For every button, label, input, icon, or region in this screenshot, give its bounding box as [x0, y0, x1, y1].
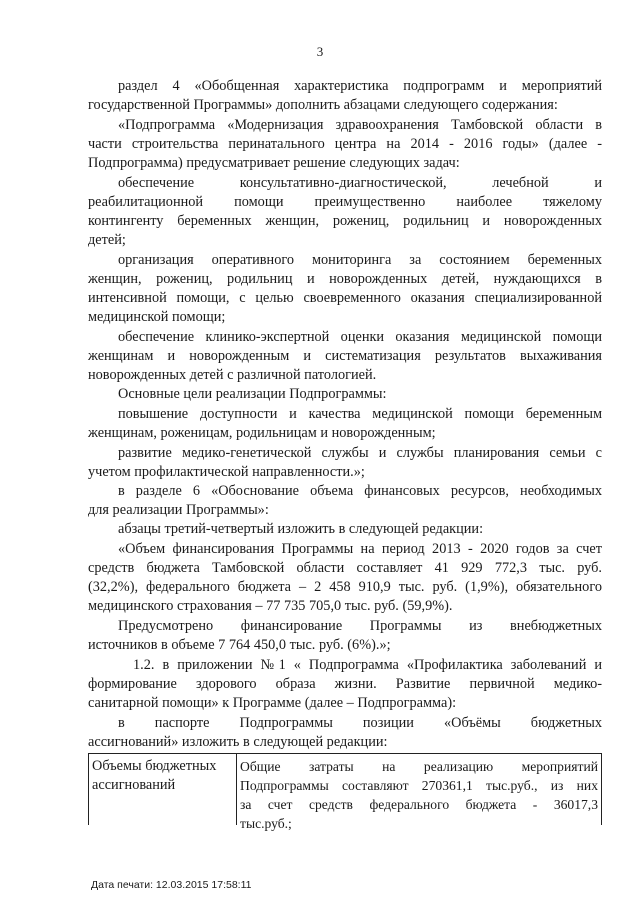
goal1-line-1: повышение доступности и качества медицинской помощи беременным [118, 406, 602, 422]
item-1-2-line-1: 1.2. в приложении №1 « Подпрограмма «Профилактика заболеваний и [133, 657, 602, 673]
section-intro-line-1: раздел 4 «Обобщенная характеристика подпрограмм и мероприятий [118, 78, 602, 94]
print-date-footer: Дата печати: 12.03.2015 17:58:11 [91, 879, 252, 891]
table-right-line-3: за счет средств федерального бюджета - 36017,3 [240, 797, 598, 812]
paragraphs-note: абзацы третий-четвертый изложить в следующей редакции: [118, 521, 484, 537]
task3-line-3: новорожденных детей с различной патологией. [88, 367, 377, 383]
task1-line-4: детей; [88, 232, 126, 248]
task1-line-2: реабилитационной помощи преимущественно наиболее тяжелому [88, 194, 602, 210]
section-intro-line-2: государственной Программы» дополнить абзацами следующего содержания: [88, 97, 558, 113]
section6-line-1: в разделе 6 «Обоснование объема финансовых ресурсов, необходимых [118, 483, 602, 499]
task2-line-3: интенсивной помощи, с целью своевременного оказания специализированной [88, 290, 602, 306]
funding-line-2: средств бюджета Тамбовской области составляет 41 929 772,3 тыс. руб. [88, 560, 602, 576]
task3-line-2: женщинам и новорожденным и систематизация результатов выхаживания [88, 348, 602, 364]
table-left-line-2: ассигнований [92, 777, 176, 793]
table-right-line-1: Общие затраты на реализацию мероприятий [240, 759, 598, 774]
section6-line-2: для реализации Программы»: [88, 502, 269, 518]
goal1-line-2: женщинам, роженицам, родильницам и новорожденным; [88, 425, 436, 441]
table-right-line-2: Подпрограммы составляют 270361,1 тыс.руб., из них [240, 778, 598, 793]
table-left-line-1: Объемы бюджетных [92, 758, 217, 774]
task1-line-1: обеспечение консультативно-диагностической, лечебной и [118, 175, 602, 191]
goal2-line-2: учетом профилактической направленности.»; [88, 464, 365, 480]
funding-line-3: (32,2%), федерального бюджета – 2 458 910,9 тыс. руб. (1,9%), обязательного [88, 579, 602, 595]
item-1-2-line-3: санитарной помощи» к Программе (далее – Подпрограмма): [88, 695, 457, 711]
passport-line-2: ассигнований» изложить в следующей редакции: [88, 734, 388, 750]
subprogram-intro-line-3: Подпрограмма) предусматривает решение следующих задач: [88, 155, 460, 171]
funding-line-1: «Объем финансирования Программы на период 2013 - 2020 годов за счет [118, 541, 602, 557]
table-right-line-4: тыс.руб.; [240, 816, 292, 831]
subprogram-intro-line-2: части строительства перинатального центра на 2014 - 2016 годы» (далее - [88, 136, 602, 152]
task1-line-3: контингенту беременных женщин, рожениц, родильниц и новорожденных [88, 213, 602, 229]
table-column-divider [236, 754, 237, 825]
task2-line-1: организация оперативного мониторинга за состоянием беременных [118, 252, 602, 268]
task3-line-1: обеспечение клинико-экспертной оценки оказания медицинской помощи [118, 329, 602, 345]
passport-line-1: в паспорте Подпрограммы позиции «Объёмы бюджетных [118, 715, 602, 731]
subprogram-intro-line-1: «Подпрограмма «Модернизация здравоохранения Тамбовской области в [118, 117, 602, 133]
goals-heading: Основные цели реализации Подпрограммы: [118, 386, 387, 402]
task2-line-2: женщин, рожениц, родильниц и новорожденных детей, нуждающихся в [88, 271, 602, 287]
task2-line-4: медицинской помощи; [88, 309, 226, 325]
page-number: 3 [316, 44, 324, 59]
extrabudget-line-2: источников в объеме 7 764 450,0 тыс. руб. (6%).»; [88, 637, 391, 653]
extrabudget-line-1: Предусмотрено финансирование Программы из внебюджетных [118, 618, 602, 634]
goal2-line-1: развитие медико-генетической службы и службы планирования семьи с [118, 445, 602, 461]
item-1-2-line-2: формирование здорового образа жизни. Развитие первичной медико- [88, 676, 602, 692]
funding-line-4: медицинского страхования – 77 735 705,0 тыс. руб. (59,9%). [88, 598, 453, 614]
